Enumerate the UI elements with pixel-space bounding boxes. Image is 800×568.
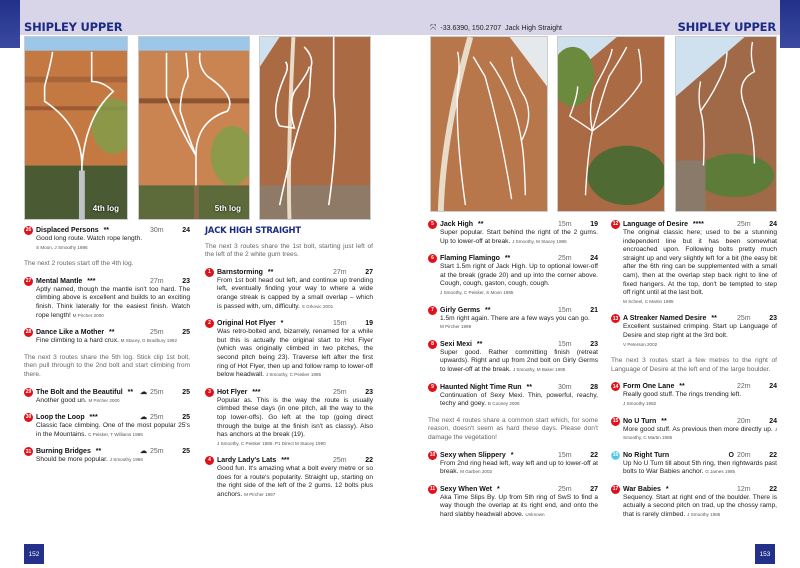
route-grade: 21 <box>590 306 598 314</box>
page-number: 153 <box>755 544 775 564</box>
route-17 <box>611 485 777 520</box>
topo-photo-drawing <box>431 37 547 211</box>
route-description: From 2nd ring head left, way left and up to lower-off at break. M Garben 2002 <box>440 459 598 476</box>
route-number-badge: 16 <box>612 451 619 458</box>
route-description: More good stuff. As previous then more directly up. J Smoothy, C Martin 1985 <box>623 425 777 441</box>
route-29 <box>24 388 190 406</box>
route-number-badge: 1 <box>205 268 214 277</box>
intro-note: The next 3 routes share the 5th log. Stick clip 1st bolt, then pull through to the 2nd bolt and start climbing from there. <box>24 353 190 378</box>
route-10 <box>428 451 598 477</box>
route-grade: 23 <box>182 277 190 285</box>
first-ascent: C Peisker, T Williams 1986 <box>88 431 143 437</box>
route-8 <box>428 340 598 375</box>
route-grade: 23 <box>590 340 598 348</box>
route-length: 30m <box>150 227 164 234</box>
intro-note: The next 4 routes share a common start which, for some reason, doesn't seem as hard these days. Please don't damage the vegetation! <box>428 416 598 441</box>
topo-photo-language-of-desire <box>557 36 665 212</box>
topo-photo-drawing <box>558 37 664 211</box>
route-number-badge: 31 <box>25 448 32 455</box>
route-description: Classic face climbing. One of the most popular 25's in the Mountains. C Peisker, T Williams 1986 <box>36 422 190 438</box>
route-number-badge: 30 <box>25 414 32 421</box>
route-name: Flaming Flamingo ** <box>440 255 511 263</box>
first-ascent: J Smoothy 1982 <box>623 400 657 406</box>
route-length: 25m <box>150 388 164 396</box>
route-11 <box>428 485 598 520</box>
route-28 <box>24 328 190 346</box>
route-name: Sexi Mexi ** <box>440 340 483 348</box>
page-number: 152 <box>24 544 44 564</box>
route-name: Original Hot Flyer * <box>217 320 284 328</box>
route-description: Sequency. Start at right end of the boulder. There is actually a second pitch on trad, up the chossy ramp, that is rarely climbed. J Smoothy 1985 <box>623 493 777 519</box>
first-ascent: G James 1985 <box>705 469 736 475</box>
intro-note: The next 2 routes start off the 4th log. <box>24 260 134 268</box>
route-name: The Bolt and the Beautiful ** <box>36 388 134 396</box>
route-3 <box>205 388 373 449</box>
first-ascent: Unknown <box>525 511 545 517</box>
route-length: 12m <box>737 485 751 493</box>
route-length: 15m <box>558 340 572 348</box>
route-number-badge: 12 <box>612 221 619 228</box>
route-length: 25m <box>150 448 164 456</box>
route-length: 25m <box>737 221 751 228</box>
route-description: 1.5m right again. There are a few ways you can go. <box>440 314 590 322</box>
gps-marker-icon: ⤧ <box>430 23 437 32</box>
gps-coords: -33.6390, 150.2707 <box>440 24 502 32</box>
route-number-badge: 27 <box>25 277 32 284</box>
route-length: 27m <box>333 268 347 276</box>
topo-photo-4th-log <box>24 36 128 220</box>
route-30 <box>24 413 190 439</box>
route-number-badge: 26 <box>25 227 32 234</box>
route-length: 25m <box>333 388 347 396</box>
route-description: Continuation of Sexy Mexi. Thin, powerful, reachy, techy and goey. B Cooney 2006 <box>440 391 598 408</box>
route-length: 25m <box>150 329 164 337</box>
section-title: JACK HIGH STRAIGHT <box>205 225 301 235</box>
route-grade: 27 <box>365 268 373 276</box>
first-ascent: M Garben 2002 <box>460 469 493 475</box>
cloud-icon: ☁ <box>140 448 147 456</box>
route-name: Burning Bridges ** <box>36 448 102 456</box>
route-number-badge: 14 <box>612 383 619 390</box>
route-name: Barnstorming ** <box>217 268 274 276</box>
route-length: 15m <box>558 451 572 459</box>
route-27 <box>24 277 190 320</box>
route-number-badge: 17 <box>612 486 619 493</box>
first-ascent: J Smoothy, C Peisker 1985. P1 Direct M Stacey 1990 <box>217 440 326 446</box>
route-1 <box>205 268 373 311</box>
first-ascent: J Smoothy, M Baker 1985 <box>512 366 566 372</box>
route-grade: 25 <box>182 414 190 422</box>
route-length: 25m <box>558 485 572 493</box>
trad-gear-icon: O <box>728 451 734 459</box>
route-grade: 23 <box>365 388 373 396</box>
route-length: 15m <box>333 320 347 328</box>
first-ascent: J Smoothy 1986 <box>109 457 143 463</box>
route-number-badge: 8 <box>428 340 437 349</box>
route-6 <box>428 254 598 297</box>
gps-coordinates <box>430 23 562 33</box>
route-grade: 25 <box>182 388 190 396</box>
first-ascent: M Pircher 1999 <box>440 324 472 330</box>
route-grade: 22 <box>365 457 373 465</box>
route-description: Should be more popular. J Smoothy 1986 <box>36 456 143 464</box>
first-ascent: J Smoothy 1985 <box>687 512 721 518</box>
first-ascent: M Stacey, G Bradbury 1992 <box>120 338 178 344</box>
first-ascent: J Smoothy, M Stacey 1986 <box>512 238 567 244</box>
route-description: Another good un. M Pircher 2000 <box>36 396 120 404</box>
route-name: Displaced Persons ** <box>36 227 110 234</box>
route-grade: 25 <box>182 329 190 337</box>
right-page <box>400 0 800 568</box>
route-grade: 24 <box>769 221 777 228</box>
route-31 <box>24 447 190 465</box>
route-number-badge: 9 <box>428 383 437 392</box>
route-length: 15m <box>558 221 572 228</box>
left-page-column-2 <box>205 226 373 508</box>
route-description: The original classic here; used to be a stunning independent line but it has been somewhat encroached upon. Following bolts pretty much straight up and very slightly left for a bit (the easy bit after the 6th ring can be supplemented with a small cam), then at the overlap step back right to line of fixed hangers. At the top, don't be tempted to step off right until at the last bolt. <box>623 229 777 297</box>
route-name: Loop the Loop *** <box>36 414 98 422</box>
route-4 <box>205 456 373 499</box>
route-grade: 28 <box>590 383 598 391</box>
route-name: Dance Like a Mother ** <box>36 329 115 337</box>
topo-photo-drawing <box>260 37 370 219</box>
route-description: Fine climbing to a hard crux. M Stacey, G Bradbury 1992 <box>36 337 178 345</box>
topo-photo-form-one-lane <box>675 36 777 212</box>
route-length: 25m <box>333 457 347 465</box>
route-length: 20m <box>737 417 751 425</box>
route-description: From 1st bolt head out left, and continue up trending left, eventually finding your way to where a wide orange streak is capped by a small overlap – which is passed with, um, difficulty. S Grkovic 2001 <box>217 276 373 310</box>
route-number-badge: 3 <box>205 388 214 397</box>
route-length: 25m <box>150 414 164 422</box>
topo-photo-5th-log <box>138 36 250 220</box>
first-ascent: M Scheel, C Martin 1985 <box>623 298 674 304</box>
route-26 <box>24 226 190 252</box>
route-name: Sexy when Slippery * <box>440 451 514 459</box>
route-15 <box>611 417 777 443</box>
first-ascent: J Smoothy, C Peisker 1985 <box>265 372 322 378</box>
route-number-badge: 4 <box>205 456 214 465</box>
route-number-badge: 6 <box>428 254 437 263</box>
route-13 <box>611 314 777 349</box>
route-name: No Right Turn <box>623 451 670 459</box>
crag-title: SHIPLEY UPPER <box>677 20 776 34</box>
route-length: 25m <box>737 315 751 323</box>
route-12 <box>611 220 777 306</box>
crag-title: SHIPLEY UPPER <box>24 20 123 34</box>
route-name: Language of Desire **** <box>623 221 704 228</box>
first-ascent: B Cooney 2006 <box>487 401 520 407</box>
route-number-badge: 13 <box>612 315 619 322</box>
route-length: 20m <box>737 451 751 459</box>
route-grade: 27 <box>590 485 598 493</box>
route-grade: 24 <box>590 255 598 263</box>
route-name: Jack High ** <box>440 221 484 228</box>
route-name: No U Turn ** <box>623 417 667 425</box>
route-grade: 24 <box>769 383 777 391</box>
first-ascent: M Pircher 2000 <box>72 312 104 318</box>
route-name: Hot Flyer *** <box>217 388 261 396</box>
route-name: Form One Lane ** <box>623 383 685 391</box>
route-length: 15m <box>558 306 572 314</box>
first-ascent: M Pircher 2000 <box>88 397 120 403</box>
route-name: Girly Germs ** <box>440 306 491 314</box>
route-description: Popular as. This is the way the route is usually climbed these days (in one pitch, all the way to the top lower-offs). Go left at the top (going direct through the bulge at the finish isn't as classy). Also has anchors at the break (19). <box>217 396 373 439</box>
route-description: Good fun. It's amazing what a bolt every metre or so does for a route's popularity. Straight up, starting on the right side of the left of the 2 gums. 12 bolts plus anchors. M Pircher 1997 <box>217 465 373 499</box>
cloud-icon: ☁ <box>140 388 147 396</box>
route-name: Sexy When Wet * <box>440 485 500 493</box>
route-5 <box>428 220 598 246</box>
topo-photo-jack-high-left <box>259 36 371 220</box>
route-16 <box>611 451 777 477</box>
gps-area-name: Jack High Straight <box>505 24 562 32</box>
route-number-badge: 11 <box>429 485 436 492</box>
route-description: Start 1.5m right of Jack High. Up to optional lower-off at the break (grade 20) and up into the corner above. Cough, cough, gaston, cough, cough. <box>440 263 598 288</box>
route-grade: 25 <box>182 448 190 456</box>
photo-label: 5th log <box>214 204 241 213</box>
route-number-badge: 28 <box>25 329 32 336</box>
route-name: Haunted Night Time Run ** <box>440 383 532 391</box>
route-grade: 24 <box>182 227 190 234</box>
route-number-badge: 7 <box>428 306 437 315</box>
cloud-icon: ☁ <box>140 414 147 422</box>
route-number-badge: 29 <box>25 388 32 395</box>
intro-note: The next 3 routes share the 1st bolt, starting just left of the left of the 2 white gum trees. <box>205 242 373 259</box>
route-length: 27m <box>150 277 164 285</box>
route-grade: 24 <box>769 417 777 425</box>
first-ascent: S Grkovic 2001 <box>301 303 334 309</box>
route-2 <box>205 319 373 380</box>
first-ascent: J Smoothy, C Peisker, S Moon 1985 <box>440 289 514 295</box>
route-name: War Babies * <box>623 485 669 493</box>
route-name: Mental Mantle *** <box>36 277 96 285</box>
route-description: Good long route. Watch rope length. <box>36 235 143 242</box>
route-length: 30m <box>558 383 572 391</box>
side-tab <box>0 0 20 48</box>
route-grade: 23 <box>769 315 777 323</box>
topo-photo-jack-high-right <box>430 36 548 212</box>
route-description: Aptly named, though the mantle isn't too hard. The climbing above is excellent and builds to an exciting finish. Think laterally for the easiest finish. Watch rope length! M Pircher 2000 <box>36 285 190 319</box>
route-description: Aka Time Slips By. Up from 5th ring of SwS to find a way though the overlap at its right end, and onto the hard slabby headwall above. Unknown <box>440 493 598 518</box>
photo-label: 4th log <box>92 204 119 213</box>
topo-photo-drawing <box>139 37 249 219</box>
first-ascent: J Smoothy, C Martin 1985 <box>623 426 777 441</box>
route-9 <box>428 383 598 409</box>
right-page-column-1 <box>428 220 598 527</box>
route-grade: 22 <box>769 451 777 459</box>
route-grade: 19 <box>365 320 373 328</box>
route-description: Super popular. Start behind the right of the 2 gums. Up to lower-off at break. J Smoothy, M Stacey 1986 <box>440 229 598 245</box>
route-number-badge: 15 <box>612 417 619 424</box>
right-page-column-2 <box>611 220 777 528</box>
route-grade: 19 <box>590 221 598 228</box>
route-description: Excellent sustained crimping. Start up Language of Desire and step right at the 3rd bolt. <box>623 323 777 339</box>
route-name: Lardy Lady's Lats *** <box>217 457 290 465</box>
first-ascent: V Peterson 2002 <box>623 341 658 347</box>
route-description: Super good. Rather committing finish (retreat upwards). Right and up from 2nd bolt on Girly Germs to lower-off at the break. J Smoothy, M Baker 1985 <box>440 348 598 373</box>
route-grade: 22 <box>590 451 598 459</box>
route-7 <box>428 306 598 332</box>
intro-note: The next 3 routes start a few metres to the right of Language of Desire at the left end of the large boulder. <box>611 357 777 373</box>
route-number-badge: 2 <box>205 319 214 328</box>
route-description: Up No U Turn till about 5th ring, then rightwards past bolts to War Babies anchor. G James 1985 <box>623 459 777 476</box>
route-name: A Streaker Named Desire ** <box>623 315 717 323</box>
topo-photo-drawing <box>676 37 776 211</box>
left-page-column-1 <box>24 226 190 473</box>
route-14 <box>611 382 777 408</box>
topo-photo-drawing <box>25 37 127 219</box>
first-ascent: M Pircher 1997 <box>244 492 276 498</box>
route-number-badge: 5 <box>428 220 437 229</box>
first-ascent: S Moon, J Smoothy 1986 <box>36 244 88 250</box>
route-length: 22m <box>737 383 751 391</box>
route-description: Really good stuff. The rings trending left. <box>623 391 742 399</box>
route-grade: 22 <box>769 485 777 493</box>
route-description: Was retro-bolted and, bizarrely, renamed for a while but this is actually the original start to Hot Flyer (which was originally climbed in two pitches, the second pitch being 23). Traverse left after the first ring of Hot Flyer, then up and follow ramp to lower-off below headwall. J Smoothy, C Peisker 1985 <box>217 328 373 379</box>
route-number-badge: 10 <box>429 451 436 458</box>
side-tab <box>780 0 800 48</box>
route-length: 25m <box>558 255 572 263</box>
